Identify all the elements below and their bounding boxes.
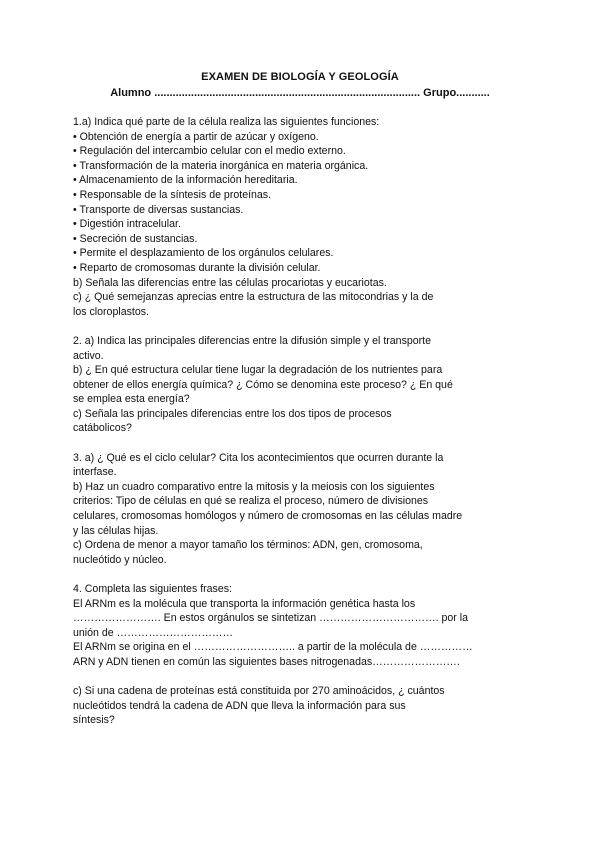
- question-1-line: • Transporte de diversas sustancias.: [73, 203, 244, 216]
- question-1-line: los cloroplastos.: [73, 305, 149, 318]
- question-1-line: • Transformación de la materia inorgánica en materia orgánica.: [73, 159, 369, 172]
- question-1-line: • Obtención de energía a partir de azúcar y oxígeno.: [73, 130, 319, 143]
- exam-body: [73, 115, 543, 743]
- question-1-line: • Secreción de sustancias.: [73, 232, 198, 245]
- question-3-line: interfase.: [73, 466, 117, 479]
- question-3-line: y las células hijas.: [73, 524, 159, 537]
- question-1-line: • Digestión intracelular.: [73, 218, 181, 231]
- question-4c-line: síntesis?: [73, 714, 115, 727]
- student-label: Alumno: [110, 87, 152, 99]
- question-3: [73, 451, 543, 568]
- question-1-line: • Almacenamiento de la información hereditaria.: [73, 174, 298, 187]
- question-4-line: ARN y ADN tienen en común las siguientes bases nitrogenadas…………………….: [73, 655, 460, 668]
- question-2-line: c) Señala las principales diferencias entre los dos tipos de procesos: [73, 407, 392, 420]
- question-1: [73, 115, 543, 319]
- question-2-line: activo.: [73, 349, 104, 362]
- question-2-line: 2. a) Indica las principales diferencias entre la difusión simple y el transporte: [73, 334, 432, 347]
- question-4c-line: nucleótidos tendrá la cadena de ADN que lleva la información para sus: [73, 699, 406, 712]
- question-4-line: El ARNm es la molécula que transporta la información genética hasta los: [73, 597, 416, 610]
- question-2: [73, 334, 543, 436]
- question-1-line: • Reparto de cromosomas durante la división celular.: [73, 261, 321, 274]
- question-2-line: se emplea esta energía?: [73, 393, 190, 406]
- question-3-line: b) Haz un cuadro comparativo entre la mitosis y la meiosis con los siguientes: [73, 480, 435, 493]
- question-1-line: c) ¿ Qué semejanzas aprecias entre la estructura de las mitocondrias y la de: [73, 291, 434, 304]
- question-1-line: 1.a) Indica qué parte de la célula realiza las siguientes funciones:: [73, 116, 380, 128]
- question-1-line: • Responsable de la síntesis de proteínas.: [73, 188, 272, 201]
- question-4: [73, 582, 543, 670]
- question-4-line: 4. Completa las siguientes frases:: [73, 583, 232, 595]
- question-4c: [73, 684, 543, 728]
- question-3-line: nucleótido y núcleo.: [73, 553, 167, 566]
- question-1-line: • Permite el desplazamiento de los orgánulos celulares.: [73, 247, 334, 260]
- question-4-line: unión de ……………………………: [73, 626, 234, 639]
- question-4c-line: c) Si una cadena de proteínas está constituida por 270 aminoácidos, ¿ cuántos: [73, 685, 445, 698]
- question-2-line: obtener de ellos energía química? ¿ Cómo se denomina este proceso? ¿ En qué: [73, 378, 453, 391]
- question-3-line: c) Ordena de menor a mayor tamaño los términos: ADN, gen, cromosoma,: [73, 539, 423, 552]
- question-1-line: • Regulación del intercambio celular con el medio externo.: [73, 145, 346, 158]
- question-2-line: b) ¿ En qué estructura celular tiene lugar la degradación de los nutrientes para: [73, 364, 443, 377]
- question-4-line: El ARNm se origina en el ……………………….. a partir de la molécula de ……………: [73, 641, 473, 654]
- exam-title: EXAMEN DE BIOLOGÍA Y GEOLOGÍA: [201, 71, 399, 83]
- question-3-line: celulares, cromosomas homólogos y número de cromosomas en las células madre: [73, 510, 463, 523]
- question-3-line: 3. a) ¿ Qué es el ciclo celular? Cita los acontecimientos que ocurren durante la: [73, 451, 444, 464]
- question-4-line: ……………………. En estos orgánulos se sintetizan ……………………………. por la: [73, 612, 469, 625]
- group-label: Grupo: [423, 87, 457, 99]
- student-name-blank: .......................................................................................: [154, 87, 421, 99]
- question-1-line: b) Señala las diferencias entre las células procariotas y eucariotas.: [73, 276, 387, 289]
- question-2-line: catábolicos?: [73, 422, 132, 435]
- student-line: [0, 87, 600, 99]
- question-3-line: criterios: Tipo de células en qué se realiza el proceso, número de divisiones: [73, 495, 429, 508]
- group-blank: ...........: [456, 87, 490, 99]
